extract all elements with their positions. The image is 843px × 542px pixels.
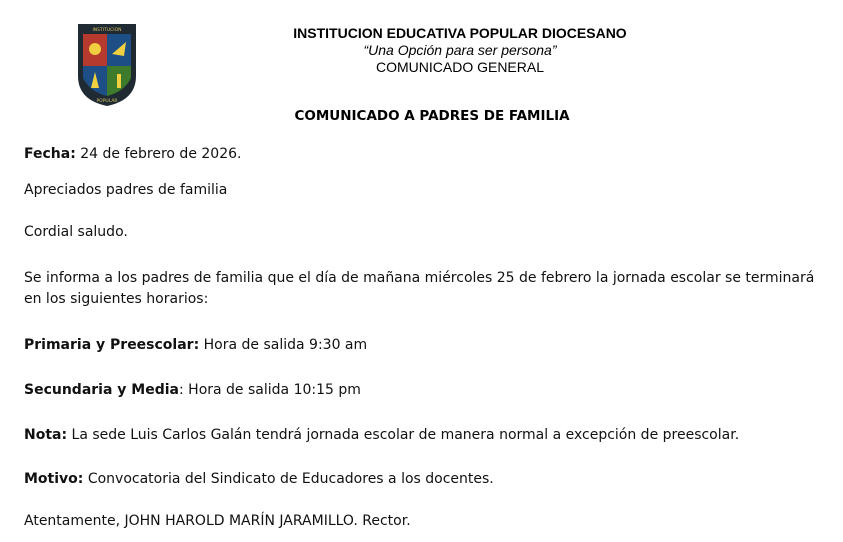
primary-value: Hora de salida 9:30 am bbox=[199, 337, 368, 353]
signature: Atentamente, JOHN HAROLD MARÍN JARAMILLO. Rector. bbox=[24, 513, 411, 529]
secondary-label: Secundaria y Media bbox=[24, 382, 179, 398]
date-value: 24 de febrero de 2026. bbox=[75, 146, 242, 162]
reason-line bbox=[24, 469, 494, 490]
school-name: INSTITUCION EDUCATIVA POPULAR DIOCESANO bbox=[293, 25, 627, 41]
salutation: Cordial saludo. bbox=[24, 224, 128, 240]
school-motto: “Una Opción para ser persona” bbox=[363, 42, 557, 58]
date-line bbox=[24, 144, 241, 165]
date-label: Fecha: bbox=[24, 146, 76, 162]
greeting: Apreciados padres de familia bbox=[24, 182, 228, 198]
note-label: Nota: bbox=[24, 427, 68, 443]
secondary-value: : Hora de salida 10:15 pm bbox=[179, 382, 361, 398]
info-paragraph-line-1: Se informa a los padres de familia que el día de mañana miércoles 25 de febrero la jornada escolar se terminará bbox=[24, 270, 815, 286]
note-line bbox=[24, 425, 739, 446]
school-crest-logo bbox=[76, 22, 138, 108]
logo-top-text: INSTITUCION bbox=[92, 28, 122, 33]
document-heading: COMUNICADO A PADRES DE FAMILIA bbox=[294, 108, 570, 124]
note-value: La sede Luis Carlos Galán tendrá jornada escolar de manera normal a excepción de preescolar. bbox=[67, 427, 740, 443]
reason-value: Convocatoria del Sindicato de Educadores a los docentes. bbox=[83, 471, 494, 487]
logo-bottom-text: POPULAR bbox=[96, 99, 118, 104]
primary-label: Primaria y Preescolar: bbox=[24, 337, 200, 353]
info-paragraph-line-2: en los siguientes horarios: bbox=[24, 291, 209, 307]
reason-label: Motivo: bbox=[24, 471, 84, 487]
document-header bbox=[200, 24, 720, 76]
document-subtitle: COMUNICADO GENERAL bbox=[375, 59, 545, 75]
secondary-schedule bbox=[24, 380, 361, 401]
primary-schedule bbox=[24, 335, 367, 356]
